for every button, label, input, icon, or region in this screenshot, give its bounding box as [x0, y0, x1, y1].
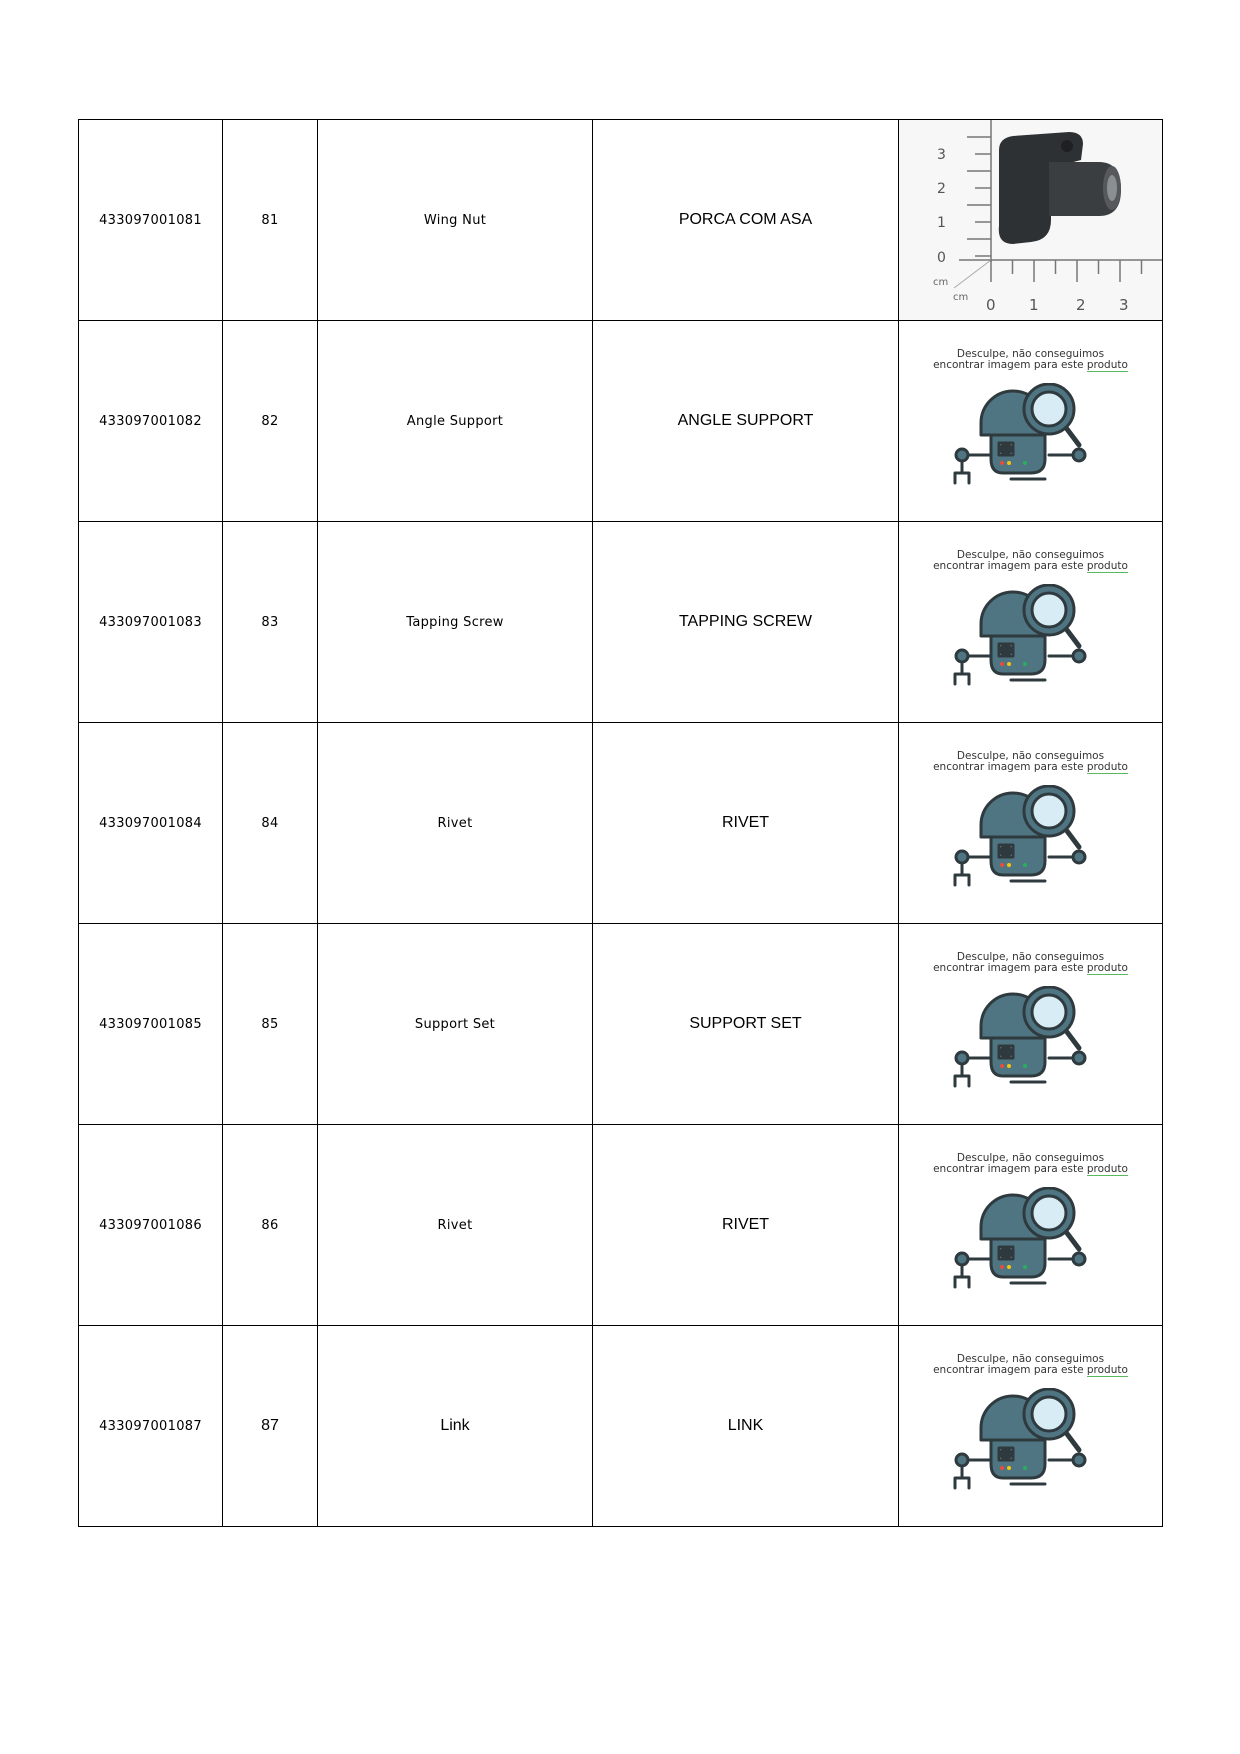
table-row [79, 120, 1163, 321]
no-image-message-line1: Desculpe, não conseguimos [956, 1152, 1105, 1164]
english-name-cell: Angle Support [318, 321, 593, 522]
image-cell [899, 120, 1163, 321]
robot-magnifier-icon [899, 785, 1162, 923]
ruler-x-label: 1 [1029, 296, 1039, 314]
part-code-cell: 433097001086 [79, 1125, 223, 1326]
ruler-x-label: 0 [986, 296, 996, 314]
ruler-y-label: 3 [937, 147, 946, 163]
no-image-message-line2: encontrar imagem para este produto [933, 560, 1128, 572]
english-name-cell: Wing Nut [318, 120, 593, 321]
portuguese-name-cell: TAPPING SCREW [593, 522, 899, 723]
robot-magnifier-icon [899, 584, 1162, 722]
part-code-cell: 433097001087 [79, 1326, 223, 1527]
table-row [79, 723, 1163, 924]
product-link-text: produto [1086, 761, 1128, 773]
english-name-cell: Link [318, 1326, 593, 1527]
ruler-x-label: 2 [1076, 296, 1086, 314]
no-image-placeholder [899, 522, 1162, 722]
no-image-placeholder [899, 1326, 1162, 1526]
position-cell: 81 [223, 120, 318, 321]
no-image-message [899, 751, 1162, 773]
part-code-cell: 433097001081 [79, 120, 223, 321]
no-image-placeholder [899, 1125, 1162, 1325]
ruler-unit-label: cm [953, 292, 969, 303]
portuguese-name-cell: SUPPORT SET [593, 924, 899, 1125]
no-image-placeholder [899, 924, 1162, 1124]
no-image-message-line1: Desculpe, não conseguimos [956, 1353, 1105, 1365]
english-name-cell: Rivet [318, 723, 593, 924]
position-cell: 83 [223, 522, 318, 723]
no-image-message-line1: Desculpe, não conseguimos [956, 348, 1105, 360]
table-row [79, 1326, 1163, 1527]
image-cell [899, 1125, 1163, 1326]
robot-magnifier-icon [899, 1187, 1162, 1325]
no-image-message [899, 1153, 1162, 1175]
no-image-message [899, 1354, 1162, 1376]
image-cell [899, 321, 1163, 522]
no-image-message-line2: encontrar imagem para este produto [933, 761, 1128, 773]
parts-table [78, 119, 1163, 1527]
english-name-cell: Support Set [318, 924, 593, 1125]
product-link-text: produto [1086, 1364, 1128, 1376]
no-image-message-line1: Desculpe, não conseguimos [956, 549, 1105, 561]
image-cell [899, 723, 1163, 924]
english-name-cell: Tapping Screw [318, 522, 593, 723]
no-image-message-line1: Desculpe, não conseguimos [956, 750, 1105, 762]
robot-magnifier-icon [899, 383, 1162, 521]
no-image-message-line1: Desculpe, não conseguimos [956, 951, 1105, 963]
image-cell [899, 924, 1163, 1125]
english-name-cell: Rivet [318, 1125, 593, 1326]
product-link-text: produto [1086, 962, 1128, 974]
part-code-cell: 433097001084 [79, 723, 223, 924]
portuguese-name-cell: ANGLE SUPPORT [593, 321, 899, 522]
position-cell: 82 [223, 321, 318, 522]
no-image-message-line2: encontrar imagem para este produto [933, 1163, 1128, 1175]
table-row [79, 321, 1163, 522]
robot-magnifier-icon [899, 986, 1162, 1124]
table-row [79, 1125, 1163, 1326]
portuguese-name-cell: RIVET [593, 723, 899, 924]
no-image-message [899, 349, 1162, 371]
no-image-message [899, 550, 1162, 572]
part-code-cell: 433097001085 [79, 924, 223, 1125]
table-row [79, 924, 1163, 1125]
no-image-message-line2: encontrar imagem para este produto [933, 1364, 1128, 1376]
ruler-unit-label: cm [933, 277, 949, 288]
position-cell: 86 [223, 1125, 318, 1326]
portuguese-name-cell: LINK [593, 1326, 899, 1527]
no-image-message-line2: encontrar imagem para este produto [933, 359, 1128, 371]
image-cell [899, 1326, 1163, 1527]
ruler-y-label: 0 [937, 250, 946, 266]
image-cell [899, 522, 1163, 723]
no-image-placeholder [899, 723, 1162, 923]
portuguese-name-cell: PORCA COM ASA [593, 120, 899, 321]
portuguese-name-cell: RIVET [593, 1125, 899, 1326]
ruler-x-label: 3 [1119, 296, 1129, 314]
robot-magnifier-icon [899, 1388, 1162, 1526]
no-image-message [899, 952, 1162, 974]
no-image-message-line2: encontrar imagem para este produto [933, 962, 1128, 974]
ruler-y-label: 1 [937, 215, 946, 231]
table-row [79, 522, 1163, 723]
product-link-text: produto [1086, 359, 1128, 371]
part-code-cell: 433097001083 [79, 522, 223, 723]
position-cell: 85 [223, 924, 318, 1125]
ruler-y-label: 2 [937, 181, 946, 197]
no-image-placeholder [899, 321, 1162, 521]
part-code-cell: 433097001082 [79, 321, 223, 522]
position-cell: 87 [223, 1326, 318, 1527]
position-cell: 84 [223, 723, 318, 924]
product-link-text: produto [1086, 560, 1128, 572]
product-link-text: produto [1086, 1163, 1128, 1175]
product-photo [899, 120, 1162, 320]
